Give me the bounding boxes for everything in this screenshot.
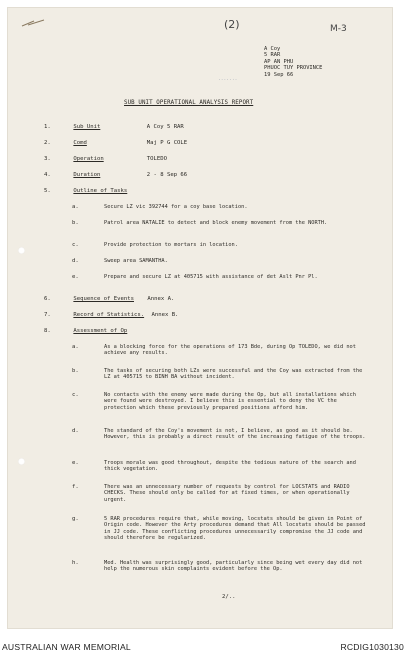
- assessment-item-letter: e.: [72, 460, 79, 466]
- assessment-item-text: 5 RAR procedures require that, while moving, locstats should be given in Point of Origin code. However the Arty procedures demand that All locstats should be passed in JJ code. These conflicting procedures unnecessarily compromise the JJ code and should therefore be regularized.: [104, 516, 366, 541]
- outline-item-letter: b.: [72, 220, 79, 226]
- section-label: Assessment of Op: [73, 328, 128, 334]
- section-value: Annex A.: [147, 296, 175, 302]
- assessment-item-text: There was an unnecessary number of requests by control for LOCSTATS and RADIO CHECKS. These should only be called for at fixed times, or when operationally urgent.: [104, 484, 350, 503]
- header-address-block: [264, 46, 322, 78]
- field-label: Comd: [73, 140, 87, 146]
- field-row-comd: [44, 140, 187, 147]
- outline-item-text: Sweep area SAMANTHA.: [104, 258, 168, 264]
- outline-item-letter: c.: [72, 242, 79, 248]
- field-row-operation: [44, 156, 167, 163]
- punch-hole-icon: [18, 458, 25, 465]
- field-value: Maj P G COLE: [146, 140, 188, 146]
- field-number: 3.: [44, 156, 51, 162]
- field-label: Sub Unit: [73, 124, 101, 130]
- assessment-item-text: Med. Health was surprisingly good, particularly since being wet every day did not help the numerous skin complaints evident before the Op.: [104, 560, 363, 573]
- section-number: 5.: [44, 188, 51, 194]
- outline-item-text: Prepare and secure LZ at 405715 with assistance of det Aslt Pnr Pl.: [104, 274, 318, 280]
- bleed-through-text: ·······: [218, 78, 238, 83]
- page-continuation-marker: 2/..: [222, 594, 236, 600]
- outline-item-letter: e.: [72, 274, 79, 280]
- section-value: Annex B.: [151, 312, 179, 318]
- assessment-item-text: As a blocking force for the operations of 173 Bde, during Op TOLEDO, we did not achieve any results.: [104, 344, 356, 357]
- pencil-mark-icon: [20, 18, 46, 28]
- assessment-item-letter: b.: [72, 368, 79, 374]
- field-row-duration: [44, 172, 187, 179]
- section-label: Outline of Tasks: [73, 188, 128, 194]
- field-number: 1.: [44, 124, 51, 130]
- header-line: 19 Sep 66: [264, 71, 294, 78]
- section-number: 7.: [44, 312, 51, 318]
- outline-item-letter: d.: [72, 258, 79, 264]
- assessment-item-letter: f.: [72, 484, 79, 490]
- assessment-item-letter: d.: [72, 428, 79, 434]
- outline-item-text: Provide protection to mortars in location.: [104, 242, 238, 248]
- assessment-item-text: Troops morale was good throughout, despite the tedious nature of the search and thick vegetation.: [104, 460, 356, 473]
- assessment-item-letter: a.: [72, 344, 79, 350]
- section-assessment-heading: [44, 328, 127, 335]
- archive-id: RCDIG1030130: [340, 642, 404, 652]
- header-line: PHUOC TUY PROVINCE: [264, 65, 323, 72]
- outline-item-text: Patrol area NATALIE to detect and block enemy movement from the NORTH.: [104, 220, 328, 226]
- punch-hole-icon: [18, 247, 25, 254]
- archive-footer: [0, 636, 407, 654]
- field-value: A Coy 5 RAR: [146, 124, 184, 130]
- header-line: AP AN PHU: [264, 58, 294, 65]
- field-number: 2.: [44, 140, 51, 146]
- assessment-item-text: No contacts with the enemy were made during the Op, but all installations which were found were destroyed. I believe this is essential to deny the VC the protection which these previously prepared positions afford him.: [104, 392, 356, 411]
- field-value: 2 - 8 Sep 66: [146, 172, 188, 178]
- assessment-item-letter: c.: [72, 392, 79, 398]
- field-number: 4.: [44, 172, 51, 178]
- header-line: A Coy: [264, 46, 281, 52]
- section-outline-heading: [44, 188, 127, 195]
- handwritten-annotation-right: M-3: [330, 24, 347, 34]
- handwritten-annotation-top: (2): [224, 18, 240, 31]
- field-row-sub-unit: [44, 124, 184, 131]
- archive-name: AUSTRALIAN WAR MEMORIAL: [2, 642, 131, 652]
- document-page: [8, 8, 392, 628]
- field-label: Duration: [73, 172, 101, 178]
- assessment-item-text: The tasks of securing both LZs were successful and the Coy was extracted from the LZ at 405715 to BINH BA without incident.: [104, 368, 363, 381]
- section-number: 6.: [44, 296, 51, 302]
- report-title: SUB UNIT OPERATIONAL ANALYSIS REPORT: [124, 100, 254, 106]
- assessment-item-letter: h.: [72, 560, 79, 566]
- header-line: 5 RAR: [264, 52, 281, 59]
- section-record-row: [44, 312, 178, 319]
- outline-item-letter: a.: [72, 204, 79, 210]
- section-sequence-row: [44, 296, 174, 303]
- section-number: 8.: [44, 328, 51, 334]
- assessment-item-text: The standard of the Coy's movement is not, I believe, as good as it should be. However, this is probably a direct result of the increasing fatigue of the troops.: [104, 428, 366, 441]
- field-value: TOLEDO: [146, 156, 167, 162]
- field-label: Operation: [73, 156, 104, 162]
- assessment-item-letter: g.: [72, 516, 79, 522]
- outline-item-text: Secure LZ vic 392744 for a coy base location.: [104, 204, 248, 210]
- section-label: Sequence of Events: [73, 296, 134, 302]
- section-label: Record of Statistics.: [73, 312, 145, 318]
